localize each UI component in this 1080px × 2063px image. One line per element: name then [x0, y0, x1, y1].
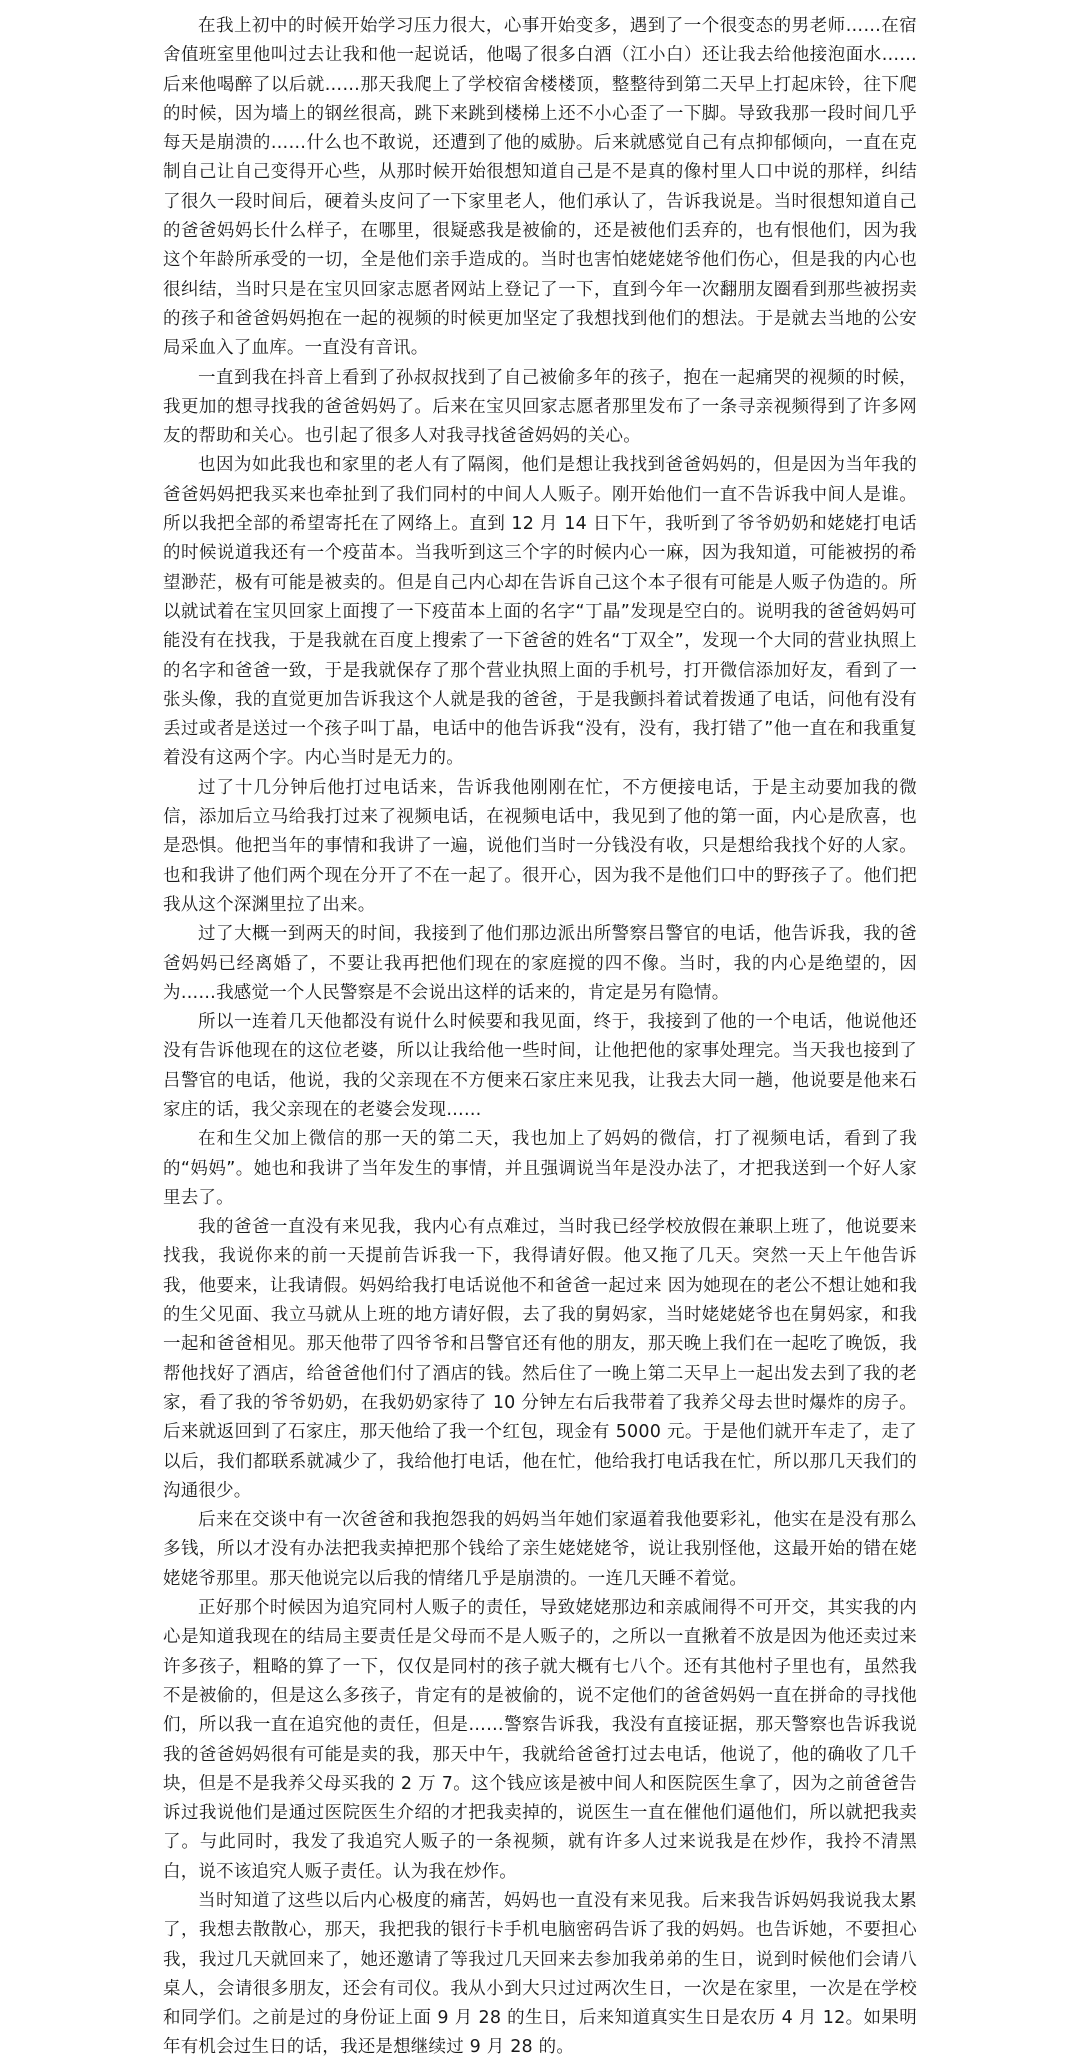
paragraph: 当时知道了这些以后内心极度的痛苦，妈妈也一直没有来见我。后来我告诉妈妈我说我太累了，我想去散散心，那天，我把我的银行卡手机电脑密码告诉了我的妈妈。也告诉她，不要担心我，我过几天就回来了，她还邀请了等我过几天回来去参加我弟弟的生日，说到时候他们会请八桌人，会请很多朋友，还会有司仪。我从小到大只过过两次生日，一次是在家里，一次是在学校和同学们。之前是过的身份证上面 9 月 28 的生日，后来知道真实生日是农历 4 月 12。如果明年有机会过生日的话，我还是想继续过 9 月 28 的。 [163, 1891, 917, 2058]
paragraph: 在和生父加上微信的那一天的第二天，我也加上了妈妈的微信，打了视频电话，看到了我的“妈妈”。她也和我讲了当年发生的事情，并且强调说当年是没办法了，才把我送到一个好人家里去了。 [163, 1129, 917, 1208]
paragraph: 后来在交谈中有一次爸爸和我抱怨我的妈妈当年她们家逼着我他要彩礼，他实在是没有那么多钱，所以才没有办法把我卖掉把那个钱给了亲生姥姥姥爷，说让我别怪他，这最开始的错在姥姥姥爷那里。那天他说完以后我的情绪几乎是崩溃的。一连几天睡不着觉。 [163, 1510, 917, 1589]
paragraph: 在我上初中的时候开始学习压力很大，心事开始变多，遇到了一个很变态的男老师……在宿舍值班室里他叫过去让我和他一起说话，他喝了很多白酒（江小白）还让我去给他接泡面水……后来他喝醉了以后就……那天我爬上了学校宿舍楼楼顶，整整待到第二天早上打起床铃，往下爬的时候，因为墙上的钢丝很高，跳下来跳到楼梯上还不小心歪了一下脚。导致我那一段时间几乎每天是崩溃的……什么也不敢说，还遭到了他的威胁。后来就感觉自己有点抑郁倾向，一直在克制自己让自己变得开心些，从那时候开始很想知道自己是不是真的像村里人口中说的那样，纠结了很久一段时间后，硬着头皮问了一下家里老人，他们承认了，告诉我说是。当时很想知道自己的爸爸妈妈长什么样子，在哪里，很疑惑我是被偷的，还是被他们丢弃的，也有恨他们，因为我这个年龄所承受的一切，全是他们亲手造成的。当时也害怕姥姥姥爷他们伤心，但是我的内心也很纠结，当时只是在宝贝回家志愿者网站上登记了一下，直到今年一次翻朋友圈看到那些被拐卖的孩子和爸爸妈妈抱在一起的视频的时候更加坚定了我想找到他们的想法。于是就去当地的公安局采血入了血库。一直没有音讯。 [163, 16, 917, 359]
paragraph: 也因为如此我也和家里的老人有了隔阂，他们是想让我找到爸爸妈妈的，但是因为当年我的爸爸妈妈把我买来也牵扯到了我们同村的中间人人贩子。刚开始他们一直不告诉我中间人是谁。所以我把全部的希望寄托在了网络上。直到 12 月 14 日下午，我听到了爷爷奶奶和姥姥打电话的时候说道我还有一个疫苗本。当我听到这三个字的时候内心一麻，因为我知道，可能被拐的希望渺茫，极有可能是被卖的。但是自己内心却在告诉自己这个本子很有可能是人贩子伪造的。所以就试着在宝贝回家上面搜了一下疫苗本上面的名字“丁晶”发现是空白的。说明我的爸爸妈妈可能没有在找我，于是我就在百度上搜索了一下爸爸的姓名“丁双全”，发现一个大同的营业执照上的名字和爸爸一致，于是我就保存了那个营业执照上面的手机号，打开微信添加好友，看到了一张头像，我的直觉更加告诉我这个人就是我的爸爸，于是我颤抖着试着拨通了电话，问他有没有丢过或者是送过一个孩子叫丁晶，电话中的他告诉我“没有，没有，我打错了”他一直在和我重复着没有这两个字。内心当时是无力的。 [163, 455, 917, 769]
paragraph: 所以一连着几天他都没有说什么时候要和我见面，终于，我接到了他的一个电话，他说他还没有告诉他现在的这位老婆，所以让我给他一些时间，让他把他的家事处理完。当天我也接到了吕警官的电话，他说，我的父亲现在不方便来石家庄来见我，让我去大同一趟，他说要是他来石家庄的话，我父亲现在的老婆会发现…… [163, 1012, 917, 1120]
paragraph: 过了十几分钟后他打过电话来，告诉我他刚刚在忙，不方便接电话，于是主动要加我的微信，添加后立马给我打过来了视频电话，在视频电话中，我见到了他的第一面，内心是欣喜，也是恐惧。他把当年的事情和我讲了一遍，说他们当时一分钱没有收，只是想给我找个好的人家。也和我讲了他们两个现在分开了不在一起了。很开心，因为我不是他们口中的野孩子了。他们把我从这个深渊里拉了出来。 [163, 777, 917, 915]
paragraph: 正好那个时候因为追究同村人贩子的责任，导致姥姥那边和亲戚闹得不可开交，其实我的内心是知道我现在的结局主要责任是父母而不是人贩子的，之所以一直揪着不放是因为他还卖过来许多孩子，粗略的算了一下，仅仅是同村的孩子就大概有七八个。还有其他村子里也有，虽然我不是被偷的，但是这么多孩子，肯定有的是被偷的，说不定他们的爸爸妈妈一直在拼命的寻找他们，所以我一直在追究他的责任，但是……警察告诉我，我没有直接证据，那天警察也告诉我说我的爸爸妈妈很有可能是卖的我，那天中午，我就给爸爸打过去电话，他说了，他的确收了几千块，但是不是我养父母买我的 2 万 7。这个钱应该是被中间人和医院医生拿了，因为之前爸爸告诉过我说他们是通过医院医生介绍的才把我卖掉的，说医生一直在催他们逼他们，所以就把我卖了。与此同时，我发了我追究人贩子的一条视频，就有许多人过来说我是在炒作，我拎不清黑白，说不该追究人贩子责任。认为我在炒作。 [163, 1598, 917, 1882]
document-body [163, 12, 917, 2063]
paragraph: 过了大概一到两天的时间，我接到了他们那边派出所警察吕警官的电话，他告诉我，我的爸爸妈妈已经离婚了，不要让我再把他们现在的家庭搅的四不像。当时，我的内心是绝望的，因为……我感觉一个人民警察是不会说出这样的话来的，肯定是另有隐情。 [163, 924, 917, 1003]
paragraph: 一直到我在抖音上看到了孙叔叔找到了自己被偷多年的孩子，抱在一起痛哭的视频的时候，我更加的想寻找我的爸爸妈妈了。后来在宝贝回家志愿者那里发布了一条寻亲视频得到了许多网友的帮助和关心。也引起了很多人对我寻找爸爸妈妈的关心。 [163, 367, 917, 447]
paragraph: 我的爸爸一直没有来见我，我内心有点难过，当时我已经学校放假在兼职上班了，他说要来找我，我说你来的前一天提前告诉我一下，我得请好假。他又拖了几天。突然一天上午他告诉我，他要来，让我请假。妈妈给我打电话说他不和爸爸一起过来 因为她现在的老公不想让她和我的生父见面、我立马就从上班的地方请好假，去了我的舅妈家，当时姥姥姥爷也在舅妈家，和我一起和爸爸相见。那天他带了四爷爷和吕警官还有他的朋友，那天晚上我们在一起吃了晚饭，我帮他找好了酒店，给爸爸他们付了酒店的钱。然后住了一晚上第二天早上一起出发去到了我的老家，看了我的爷爷奶奶，在我奶奶家待了 10 分钟左右后我带着了我养父母去世时爆炸的房子。后来就返回到了石家庄，那天他给了我一个红包，现金有 5000 元。于是他们就开车走了，走了以后，我们都联系就减少了，我给他打电话，他在忙，他给我打电话我在忙，所以那几天我们的沟通很少。 [163, 1217, 917, 1501]
